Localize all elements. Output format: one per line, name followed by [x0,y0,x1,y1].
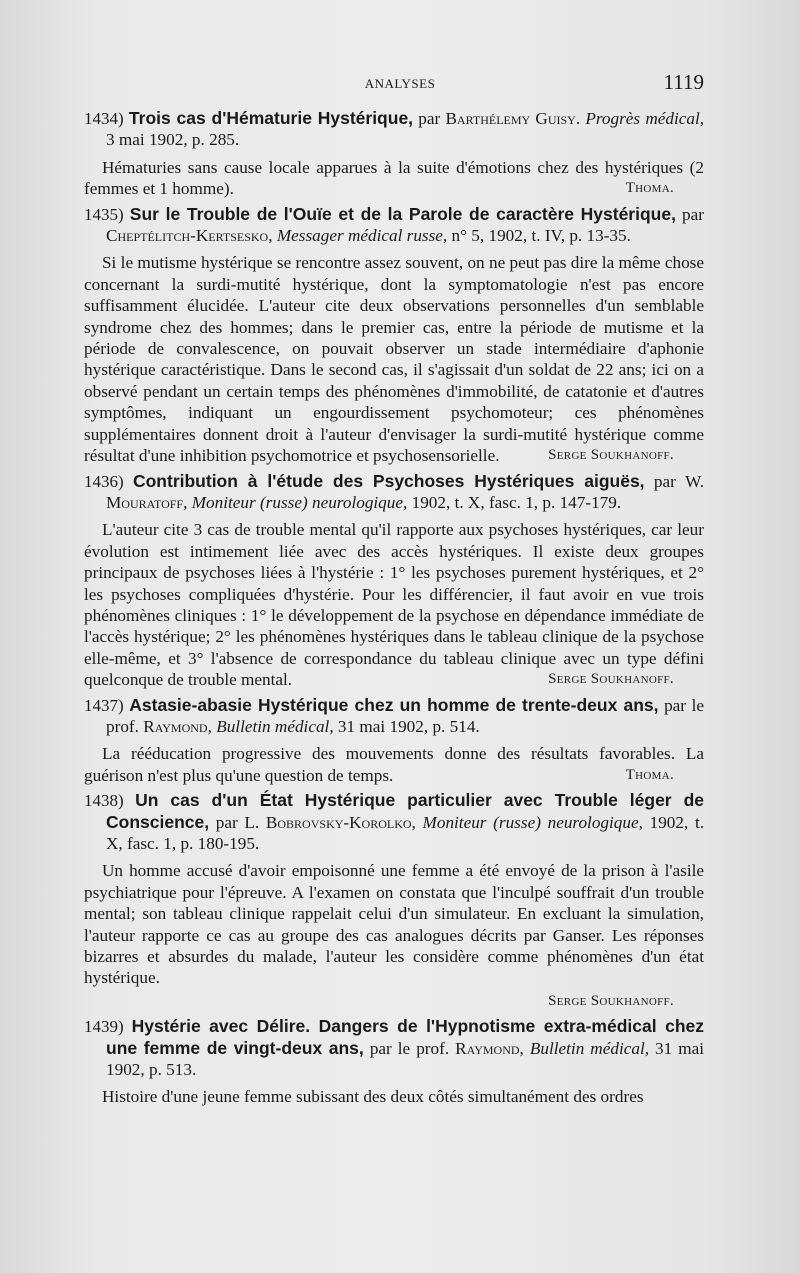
abstract-entry [84,695,704,787]
entry-author: Bobrovsky-Korolko, [265,812,416,832]
entry-heading [84,471,704,514]
entry-body-text: Si le mutisme hystérique se rencontre assez souvent, on ne peut pas dire la même chose concernant la surdi-mutité hystérique, dont la symptomatologie n'est pas encore suffisamment élucidée. L'auteur cite deux observations personnelles d'un semblable syndrome chez des hommes; dans le premier cas, entre la période de mutisme et la période de convalescence, on pouvait observer un stade intermédiaire d'aphonie hystérique caractéristique. Dans le second cas, il s'agissait d'un soldat de 22 ans; ici on a observé pendant un certain temps des phénomènes d'immobilité, de catatonie et d'autres symptômes, indiquant un engourdissement psychomoteur; ces phénomènes supplémentaires donnent droit à l'auteur d'envisager la surdi-mutité hystérique comme résultat d'une inhibition psychomotrice et psychosensorielle. [84,253,704,466]
entry-heading [84,204,704,247]
entry-author: W. Mouratoff, [106,471,705,512]
entry-signature: Thoma. [625,766,674,783]
entry-journal: Progrès médical, [585,109,705,128]
entry-signature: Serge Soukhanoff. [548,447,674,464]
entry-author: Barthélemy Guisy. [445,109,581,128]
entry-number: 1436) [84,471,124,491]
entry-by: par L. [215,812,260,832]
entry-body [84,519,704,690]
entry-publication-details: 1902, t. X, fasc. 1, p. 180-195. [106,812,705,853]
entry-by: par [682,204,704,224]
abstract-entry [84,790,704,1012]
entry-journal: Moniteur (russe) neurologique, [422,812,643,832]
entry-publication-details: 31 mai 1902, p. 514. [337,716,480,736]
entry-author: Raymond, [143,716,212,736]
entry-author: Cheptélitch-Kertsesko, [106,226,273,246]
entry-title: Contribution à l'étude des Psychoses Hystériques aiguës, [132,470,645,491]
entry-title: Trois cas d'Hématurie Hystérique, [128,108,414,128]
abstract-entry [84,471,704,691]
abstract-entry [84,1016,704,1108]
entry-journal: Bulletin médical, [216,716,334,736]
entry-journal: Messager médical russe, [276,226,448,246]
entry-journal: Bulletin médical, [529,1038,650,1058]
page-header [0,70,800,96]
entry-body [84,743,704,786]
entry-body-text: L'auteur cite 3 cas de trouble mental qu'il rapporte aux psychoses hystériques, car leur évolution est intimement liée avec des accès hystériques. Il existe deux groupes principaux de psychoses liées à l'hystérie : 1° les psychoses purement hystériques, et 2° les psychoses compliquées d'hystérie. Pour les différencier, il faut avoir en vue trois phénomènes cliniques : 1° le développement de la psychose en dépendance immédiate de l'accès hystérique; 2° les phénomènes hystériques dans le tableau clinique de la psychose elle-même, et 3° l'absence de correspondance du tableau clinique avec un type défini quelconque de trouble mental. [84,520,704,690]
entry-by: par [418,109,441,128]
entry-by: par [653,471,676,491]
entry-publication-details: 3 mai 1902, p. 285. [106,130,240,150]
entry-heading [84,1016,704,1080]
entry-body-text: Hématuries sans cause locale apparues à la suite d'émotions chez des hystériques (2 femmes et 1 homme). [84,157,704,199]
entry-number: 1435) [84,204,124,224]
entry-title: Astasie-abasie Hystérique chez un homme de trente-deux ans, [129,694,659,715]
entry-journal: Moniteur (russe) neurologique, [191,492,408,512]
entry-number: 1437) [84,695,124,715]
entry-publication-details: n° 5, 1902, t. IV, p. 13-35. [451,226,631,246]
entry-title: Hystérie avec Délire. Dangers de l'Hypnotisme extra-médical chez une femme de vingt-deux ans, [106,1016,704,1058]
entry-title: Un cas d'un État Hystérique particulier avec Trouble léger de Conscience, [106,790,705,832]
entry-title: Sur le Trouble de l'Ouïe et de la Parole de caractère Hystérique, [129,203,676,224]
page-number: 1119 [663,70,704,94]
entry-number: 1438) [84,791,124,811]
entry-heading [84,695,704,738]
entry-body [84,1086,704,1107]
entry-number: 1439) [84,1017,124,1037]
entry-signature: Serge Soukhanoff. [548,992,674,1009]
entry-body [84,157,704,200]
entry-body-text: Un homme accusé d'avoir empoisonné une femme a été envoyé de la prison à l'asile psychiatrique pour l'épreuve. A l'examen on constata que l'inculpé souffrait d'un trouble mental; son tableau clinique rappelait celui d'un simulateur. En excluant la simulation, l'auteur rapporte ce cas au groupe des cas analogues décrits par Ganser. Les réponses bizarres et absurdes du malade, l'auteur les considère comme phénomènes d'un état hystérique. [84,861,704,988]
running-head: ANALYSES [364,76,436,91]
entry-body-text: Histoire d'une jeune femme subissant des deux côtés simultanément des ordres [102,1087,644,1107]
entry-publication-details: 1902, t. X, fasc. 1, p. 147-179. [411,492,622,512]
entry-heading [84,790,704,854]
entry-body [84,860,704,988]
entry-publication-details: 31 mai 1902, p. 513. [106,1038,705,1080]
abstract-entry [84,108,704,200]
entry-by: par le prof. [106,695,705,736]
entry-by: par le prof. [369,1038,450,1058]
entry-body [84,252,704,466]
entry-author: Raymond, [455,1038,524,1058]
abstracts-column [84,104,704,1112]
entry-heading [84,108,704,151]
entry-signature: Thoma. [625,180,674,197]
entry-body-text: La rééducation progressive des mouvements donne des résultats favorables. La guérison n'est plus qu'une question de temps. [84,744,704,785]
entry-number: 1434) [84,109,124,128]
entry-signature: Serge Soukhanoff. [548,671,674,688]
abstract-entry [84,204,704,467]
